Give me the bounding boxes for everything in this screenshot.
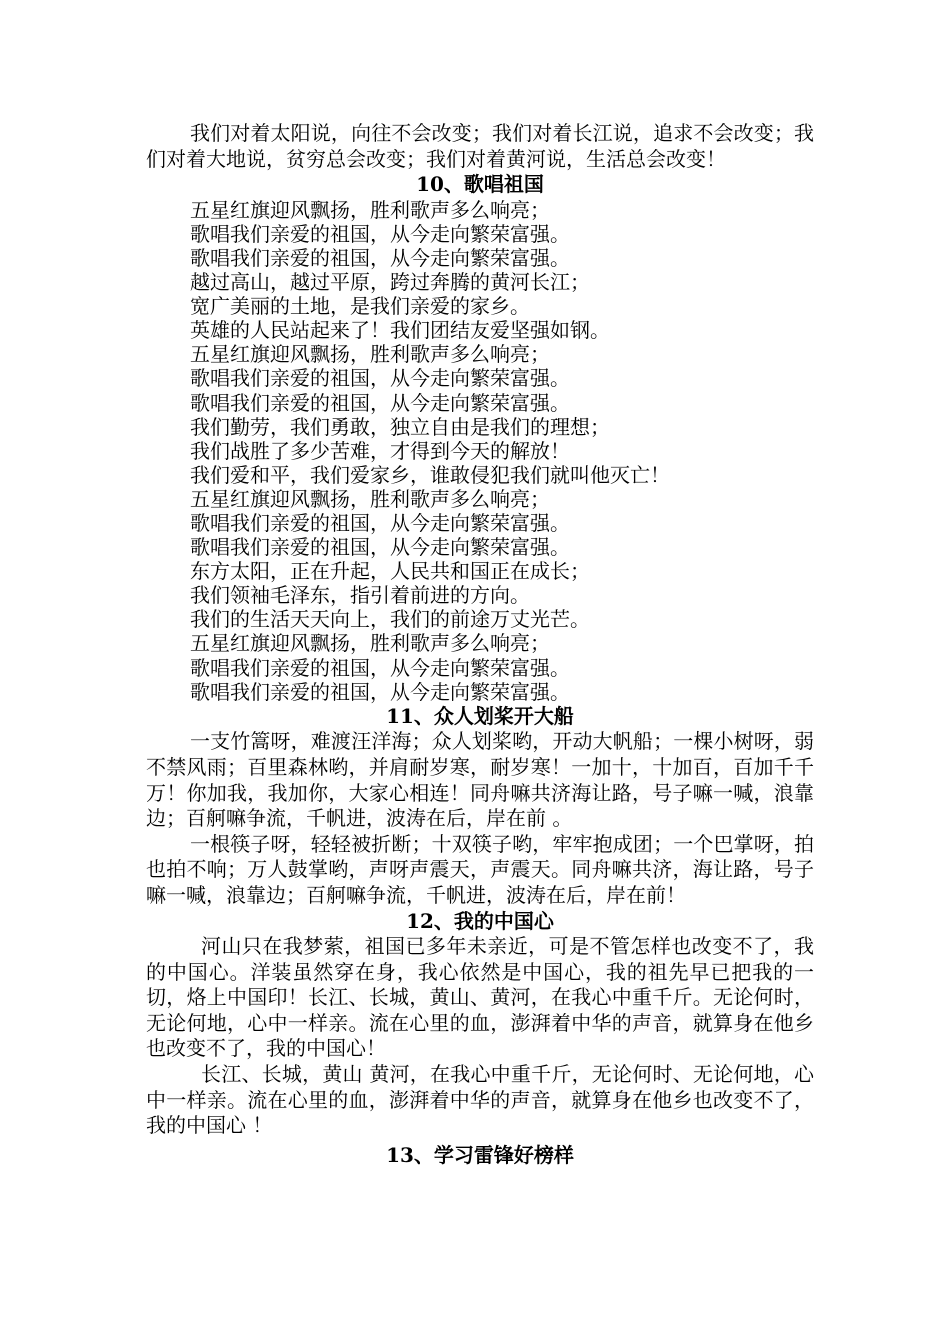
song-11-title: 11、众人划桨开大船 xyxy=(386,703,574,728)
lyric-line: 歌唱我们亲爱的祖国，从今走向繁荣富强。 xyxy=(190,679,570,704)
lyric-line: 我们的生活天天向上，我们的前途万丈光芒。 xyxy=(190,607,590,632)
document-page xyxy=(146,121,814,1168)
lyric-line: 越过高山，越过平原，跨过奔腾的黄河长江； xyxy=(190,270,590,295)
lyric-line: 歌唱我们亲爱的祖国，从今走向繁荣富强。 xyxy=(190,511,570,535)
lyric-line: 宽广美丽的土地，是我们亲爱的家乡。 xyxy=(190,294,530,319)
lyric-line: 五星红旗迎风飘扬，胜利歌声多么响亮； xyxy=(190,631,550,656)
lyric-line: 歌唱我们亲爱的祖国，从今走向繁荣富强。 xyxy=(190,390,570,415)
song-12-paragraph-2: 长江、长城，黄山 黄河，在我心中重千斤，无论何时、无论何地，心中一样亲。流在心里的血，澎湃着中华的声音，就算身在他乡也改变不了，我的中国心 ！ xyxy=(146,1062,814,1138)
lyric-line: 歌唱我们亲爱的祖国，从今走向繁荣富强。 xyxy=(190,366,570,391)
lyric-line: 歌唱我们亲爱的祖国，从今走向繁荣富强。 xyxy=(190,245,570,270)
song-10-lyrics xyxy=(146,198,814,704)
intro-paragraph: 我们对着太阳说，向往不会改变；我们对着长江说，追求不会改变；我们对着大地说，贫穷总会改变；我们对着黄河说，生活总会改变！ xyxy=(146,121,814,171)
lyric-line: 五星红旗迎风飘扬，胜利歌声多么响亮； xyxy=(190,197,550,222)
song-11-paragraph-2: 一根筷子呀，轻轻被折断；十双筷子哟，牢牢抱成团；一个巴掌呀，拍也拍不响；万人鼓掌哟，声呀声震天，声震天。同舟嘛共济，海让路，号子嘛一喊，浪靠边；百舸嘛争流，千帆进，波涛在后，岸在前！ xyxy=(146,831,814,907)
lyric-line: 我们战胜了多少苦难，才得到今天的解放！ xyxy=(190,438,570,463)
song-13-title: 13、学习雷锋好榜样 xyxy=(386,1142,574,1167)
song-12-title: 12、我的中国心 xyxy=(406,908,554,933)
song-12-paragraph-1: 河山只在我梦萦，祖国已多年未亲近，可是不管怎样也改变不了，我的中国心。洋装虽然穿在身，我心依然是中国心，我的祖先早已把我的一切，烙上中国印！长江、长城，黄山、黄河，在我心中重千斤。无论何时，无论何地，心中一样亲。流在心里的血，澎湃着中华的声音，就算身在他乡也改变不了，我的中国心！ xyxy=(146,934,814,1061)
song-11-paragraph-1: 一支竹篙呀，难渡汪洋海；众人划桨哟，开动大帆船；一棵小树呀，弱不禁风雨；百里森林哟，并肩耐岁寒，耐岁寒！一加十，十加百，百加千千万！你加我，我加你，大家心相连！同舟嘛共济海让路，号子嘛一喊，浪靠边；百舸嘛争流，千帆进，波涛在后，岸在前 。 xyxy=(146,729,814,831)
lyric-line: 歌唱我们亲爱的祖国，从今走向繁荣富强。 xyxy=(190,221,570,246)
song-10-title: 10、歌唱祖国 xyxy=(416,172,544,197)
lyric-line: 我们领袖毛泽东，指引着前进的方向。 xyxy=(190,583,530,608)
lyric-line: 五星红旗迎风飘扬，胜利歌声多么响亮； xyxy=(190,342,550,367)
lyric-line: 东方太阳，正在升起，人民共和国正在成长； xyxy=(190,559,590,584)
lyric-line: 我们爱和平，我们爱家乡，谁敢侵犯我们就叫他灭亡！ xyxy=(190,462,670,487)
lyric-line: 歌唱我们亲爱的祖国，从今走向繁荣富强。 xyxy=(190,655,570,680)
lyric-line: 歌唱我们亲爱的祖国，从今走向繁荣富强。 xyxy=(190,535,570,560)
lyric-line: 五星红旗迎风飘扬，胜利歌声多么响亮； xyxy=(190,486,550,511)
lyric-line: 我们勤劳，我们勇敢，独立自由是我们的理想； xyxy=(190,414,610,439)
lyric-line: 英雄的人民站起来了！我们团结友爱坚强如钢。 xyxy=(190,318,610,343)
